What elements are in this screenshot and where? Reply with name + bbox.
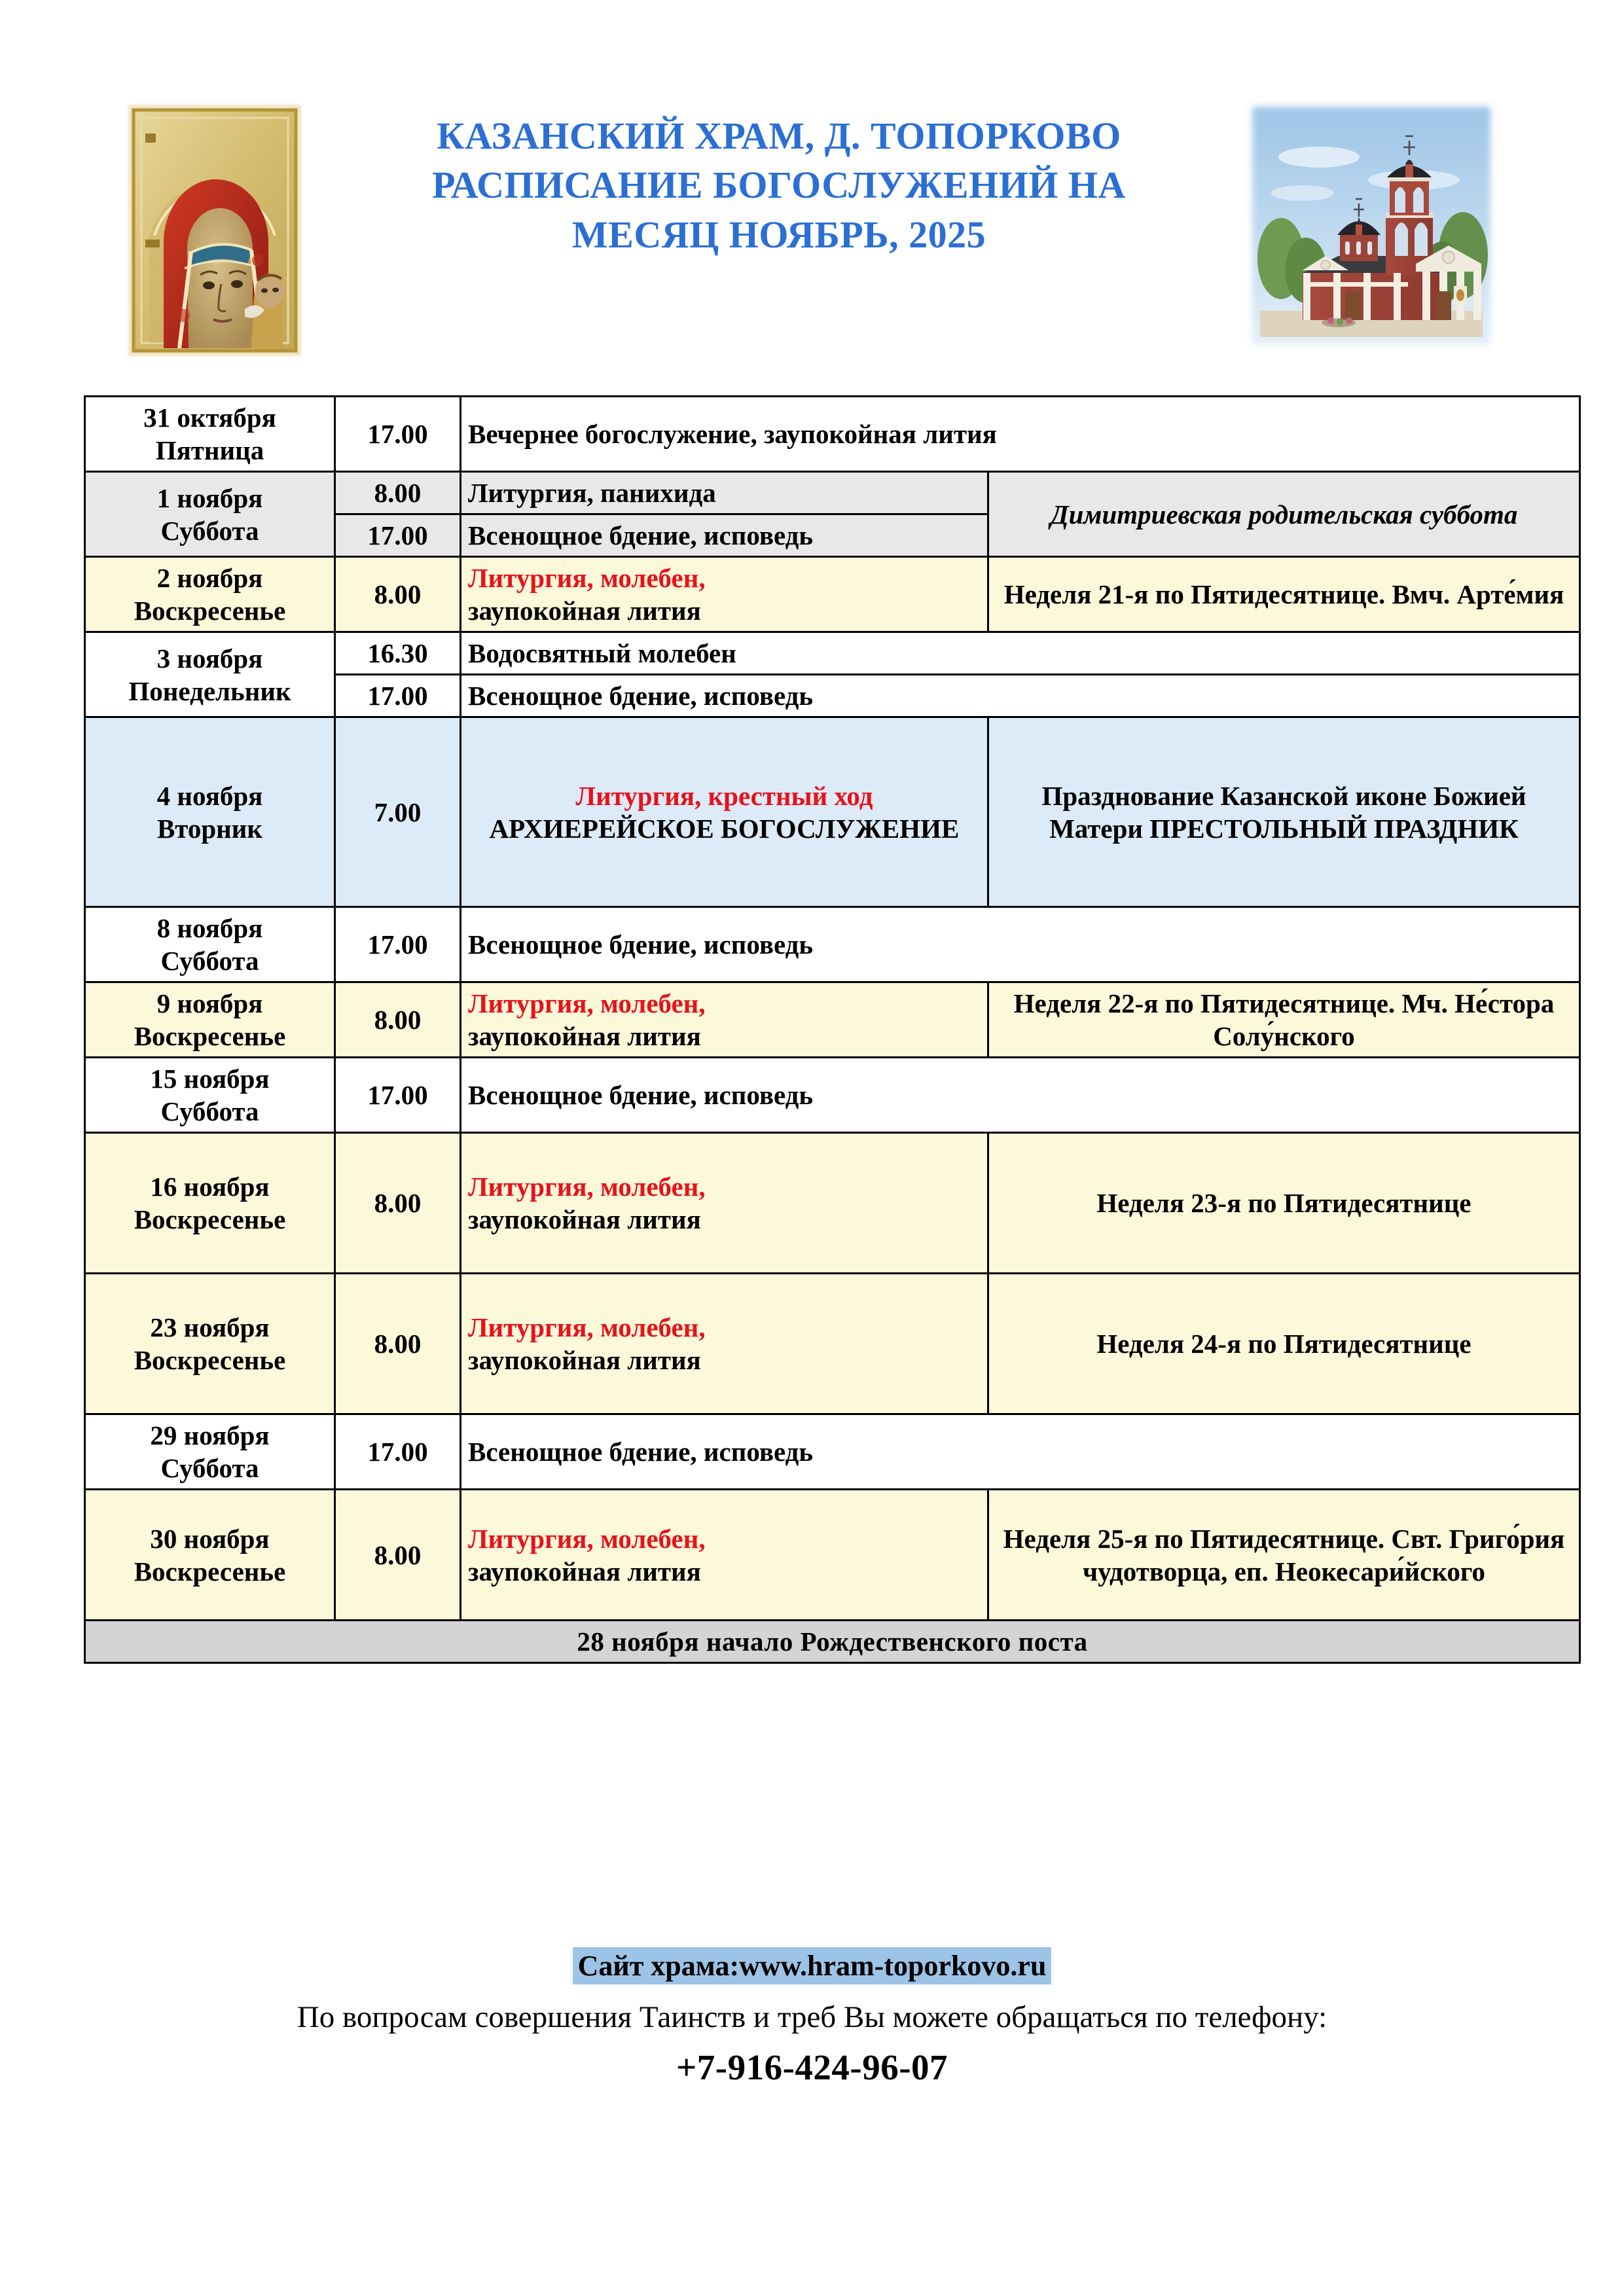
cell-time: 8.00 [335, 472, 461, 514]
service-line-primary: Литургия, молебен, [468, 1312, 706, 1343]
fast-start-banner: 28 ноября начало Рождественского поста [85, 1621, 1580, 1663]
church-website-line[interactable] [573, 1947, 1052, 1984]
cell-service: Вечернее богослужение, заупокойная лития [461, 397, 1580, 472]
cell-date [85, 1490, 335, 1621]
date-weekday: Воскресенье [134, 1021, 286, 1052]
cell-service: Всенощное бдение, исповедь [461, 1414, 1580, 1490]
table-row [85, 472, 1580, 514]
table-row [85, 1058, 1580, 1133]
contact-phone-number[interactable]: +7-916-424-96-07 [676, 2047, 948, 2088]
table-row [85, 1621, 1580, 1663]
date-day: 2 ноября [156, 563, 263, 594]
service-line-primary: Литургия, молебен, [468, 988, 706, 1019]
table-row [85, 397, 1580, 472]
table-row [85, 982, 1580, 1058]
table-row [85, 632, 1580, 675]
kazan-icon-image [123, 99, 306, 361]
cell-service: Водосвятный молебен [461, 632, 1580, 675]
table-row [85, 907, 1580, 982]
church-photo-image [1240, 95, 1502, 357]
date-weekday: Суббота [160, 515, 259, 546]
date-weekday: Вторник [156, 813, 263, 844]
cell-date [85, 1133, 335, 1274]
table-row [85, 1274, 1580, 1414]
date-day: 9 ноября [156, 988, 263, 1019]
site-url[interactable]: www.hram-toporkovo.ru [739, 1950, 1047, 1982]
cell-note: Неделя 21-я по Пятидесятнице. Вмч. Арте́мия [988, 557, 1580, 632]
cell-date [85, 1414, 335, 1490]
service-line-secondary: заупокойная лития [468, 1345, 701, 1376]
date-day: 3 ноября [156, 643, 263, 673]
date-weekday: Пятница [155, 435, 264, 466]
page-header [0, 85, 1624, 373]
cell-time: 8.00 [335, 1274, 461, 1414]
cell-time: 16.30 [335, 632, 461, 675]
date-day: 29 ноября [150, 1420, 270, 1451]
cell-date [85, 632, 335, 717]
service-line-secondary: заупокойная лития [468, 1021, 701, 1052]
date-day: 4 ноября [156, 780, 263, 811]
contact-instruction-text: По вопросам совершения Таинств и треб Вы можете обращаться по телефону: [297, 2000, 1327, 2034]
date-weekday: Воскресенье [134, 1345, 286, 1376]
cell-service [461, 982, 988, 1058]
table-row [85, 1133, 1580, 1274]
cell-note: Неделя 23-я по Пятидесятнице [988, 1133, 1580, 1274]
date-day: 31 октября [143, 403, 276, 433]
cell-note: Неделя 25-я по Пятидесятнице. Свт. Григо́рия чудотворца, еп. Неокесари́йского [988, 1490, 1580, 1621]
cell-date [85, 557, 335, 632]
table-row [85, 717, 1580, 907]
cell-time: 8.00 [335, 1490, 461, 1621]
cell-service [461, 1490, 988, 1621]
title-line-1: КАЗАНСКИЙ ХРАМ, Д. ТОПОРКОВО [437, 115, 1121, 157]
cell-time: 17.00 [335, 1414, 461, 1490]
date-day: 1 ноября [156, 482, 263, 513]
cell-note: Неделя 22-я по Пятидесятнице. Мч. Не́стора Солу́нского [988, 982, 1580, 1058]
date-weekday: Суббота [160, 1096, 259, 1127]
service-schedule-table [84, 395, 1581, 1664]
cell-time: 8.00 [335, 557, 461, 632]
cell-service [461, 1274, 988, 1414]
table-row [85, 557, 1580, 632]
service-line-secondary: АРХИЕРЕЙСКОЕ БОГОСЛУЖЕНИЕ [489, 813, 960, 844]
cell-note: Димитриевская родительская суббота [988, 472, 1580, 557]
date-weekday: Понедельник [128, 675, 291, 706]
date-weekday: Воскресенье [134, 596, 286, 626]
date-weekday: Воскресенье [134, 1556, 286, 1587]
cell-service [461, 1133, 988, 1274]
cell-date [85, 1058, 335, 1133]
cell-time: 8.00 [335, 1133, 461, 1274]
cell-service [461, 557, 988, 632]
cell-service: Всенощное бдение, исповедь [461, 1058, 1580, 1133]
cell-time: 17.00 [335, 1058, 461, 1133]
table-row [85, 1490, 1580, 1621]
cell-time: 17.00 [335, 514, 461, 557]
cell-service: Всенощное бдение, исповедь [461, 675, 1580, 717]
date-day: 23 ноября [150, 1312, 270, 1343]
cell-date [85, 472, 335, 557]
title-block [340, 111, 1218, 259]
cell-date [85, 1274, 335, 1414]
service-line-primary: Литургия, молебен, [468, 1172, 706, 1202]
date-day: 16 ноября [150, 1172, 270, 1202]
date-weekday: Суббота [160, 946, 259, 977]
service-line-primary: Литургия, молебен, [468, 1523, 706, 1554]
cell-date [85, 717, 335, 907]
date-day: 30 ноября [150, 1523, 270, 1554]
table-row [85, 1414, 1580, 1490]
service-line-primary: Литургия, молебен, [468, 563, 706, 594]
cell-time: 8.00 [335, 982, 461, 1058]
date-day: 15 ноября [150, 1064, 270, 1094]
date-weekday: Суббота [160, 1453, 259, 1484]
service-line-secondary: заупокойная лития [468, 1556, 701, 1587]
date-weekday: Воскресенье [134, 1204, 286, 1235]
cell-time: 17.00 [335, 675, 461, 717]
title-line-3: МЕСЯЦ НОЯБРЬ, 2025 [571, 213, 986, 256]
title-line-2: РАСПИСАНИЕ БОГОСЛУЖЕНИЙ НА [432, 164, 1126, 207]
cell-service [461, 717, 988, 907]
cell-date [85, 982, 335, 1058]
cell-time: 7.00 [335, 717, 461, 907]
cell-time: 17.00 [335, 397, 461, 472]
cell-date [85, 397, 335, 472]
cell-note: Празднование Казанской иконе Божией Матери ПРЕСТОЛЬНЫЙ ПРАЗДНИК [988, 717, 1580, 907]
service-line-primary: Литургия, крестный ход [575, 780, 873, 811]
site-label: Сайт храма: [577, 1950, 740, 1982]
cell-date [85, 907, 335, 982]
cell-service: Всенощное бдение, исповедь [461, 907, 1580, 982]
cell-note: Неделя 24-я по Пятидесятнице [988, 1274, 1580, 1414]
cell-service: Литургия, панихида [461, 472, 988, 514]
page-footer [0, 1947, 1624, 2088]
cell-time: 17.00 [335, 907, 461, 982]
service-line-secondary: заупокойная лития [468, 596, 701, 626]
cell-service: Всенощное бдение, исповедь [461, 514, 988, 557]
service-line-secondary: заупокойная лития [468, 1204, 701, 1235]
date-day: 8 ноября [156, 913, 263, 944]
